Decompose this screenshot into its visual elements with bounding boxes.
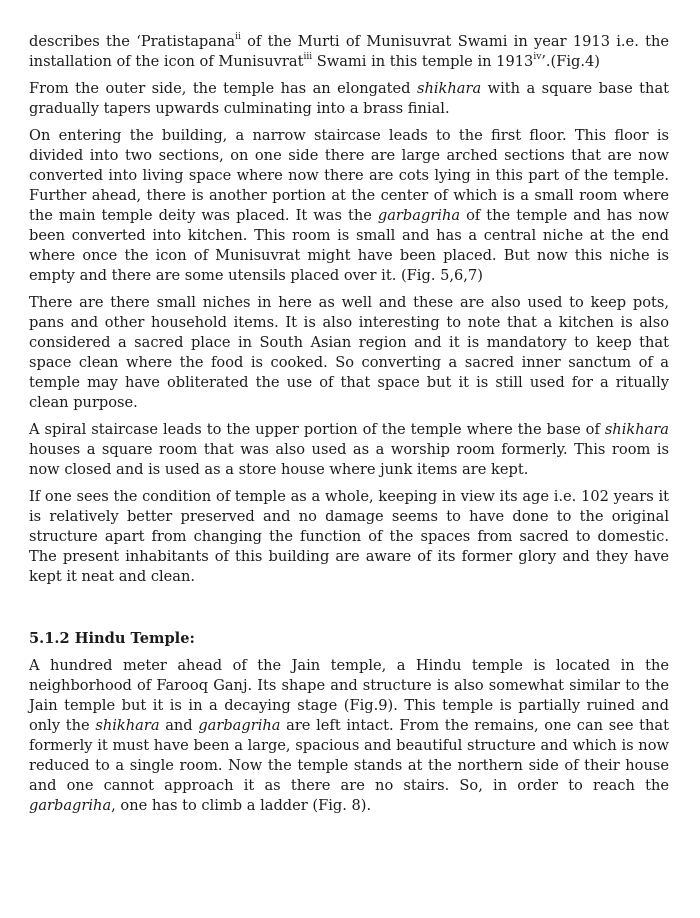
italic-term: garbagriha: [198, 717, 281, 734]
text-run: From the outer side, the temple has an elongated: [29, 80, 417, 97]
footnote-marker: iii: [303, 52, 313, 63]
paragraph: [29, 420, 669, 480]
body-text-section-hindu-temple: [29, 656, 669, 816]
text-run: and: [159, 717, 199, 734]
paragraph: [29, 293, 669, 413]
text-run: describes the ‘Pratistapana: [29, 33, 236, 50]
paragraph: [29, 32, 669, 72]
text-run: There are there small niches in here as well and these are also used to keep pots, pans and other household items. It is also interesting to note that a kitchen is also considered a sacred place in South Asian region and it is mandatory to keep that space clean where the food is cooked. So converting a sacred inner sanctum of a temple may have obliterated the use of that space but it is still used for a ritually clean purpose.: [29, 294, 669, 411]
paragraph: [29, 656, 669, 816]
italic-term: shikhara: [416, 80, 482, 97]
text-run: are left intact. From the remains, one can see that formerly it must have been a large, spacious and beautiful structure and which is now reduced to a single room. Now the temple stands at the northern side of their house and one cannot approach it as there are no stairs. So, in order to reach the: [29, 717, 669, 794]
body-text-section-jain-temple: [29, 32, 669, 587]
text-run: of the Murti of Munisuvrat Swami in year 1913 i.e. the installation of the icon of Munisuvrat: [29, 33, 670, 70]
section-heading-hindu-temple: 5.1.2 Hindu Temple:: [29, 630, 195, 647]
text-run: Swami in this temple in 1913: [312, 53, 534, 70]
text-run: , one has to climb a ladder (Fig. 8).: [111, 797, 372, 814]
text-run: houses a square room that was also used as a worship room formerly. This room is now closed and is used as a store house where junk items are kept.: [29, 441, 669, 478]
italic-term: shikhara: [95, 717, 160, 734]
text-run: If one sees the condition of temple as a whole, keeping in view its age i.e. 102 years it is relatively better preserved and no damage seems to have done to the original structure apart from changing the function of the spaces from sacred to domestic. The present inhabitants of this building are aware of its former glory and they have kept it neat and clean.: [29, 488, 669, 585]
footnote-marker: ii: [235, 32, 241, 43]
text-run: ’.(Fig.4): [541, 53, 601, 70]
text-run: A hundred meter ahead of the Jain temple, a Hindu temple is located in the neighborhood of Farooq Ganj. Its shape and structure is also somewhat similar to the Jain temple but it is in a decaying stage (Fig.9). This temple is partially ruined and only the: [29, 657, 669, 734]
text-run: of the temple and has now been converted into kitchen. This room is small and has a central niche at the end where once the icon of Munisuvrat might have been placed. But now this niche is empty and there are some utensils placed over it. (Fig. 5,6,7): [29, 207, 669, 284]
paragraph: [29, 79, 669, 119]
italic-term: garbagriha: [377, 207, 461, 224]
footnote-marker: iv: [533, 52, 542, 63]
italic-term: shikhara: [604, 421, 669, 438]
italic-term: garbagriha: [29, 797, 112, 814]
document-page: [29, 32, 669, 823]
text-run: On entering the building, a narrow staircase leads to the first floor. This floor is divided into two sections, on one side there are large arched sections that are now converted into living space where now there are cots lying in this part of the temple. Further ahead, there is another portion at the center of which is a small room where the main temple deity was placed. It was the: [29, 127, 669, 224]
paragraph: [29, 487, 669, 587]
paragraph: [29, 126, 669, 286]
text-run: with a square base that gradually tapers upwards culminating into a brass finial.: [29, 80, 670, 117]
text-run: A spiral staircase leads to the upper portion of the temple where the base of: [29, 421, 605, 438]
